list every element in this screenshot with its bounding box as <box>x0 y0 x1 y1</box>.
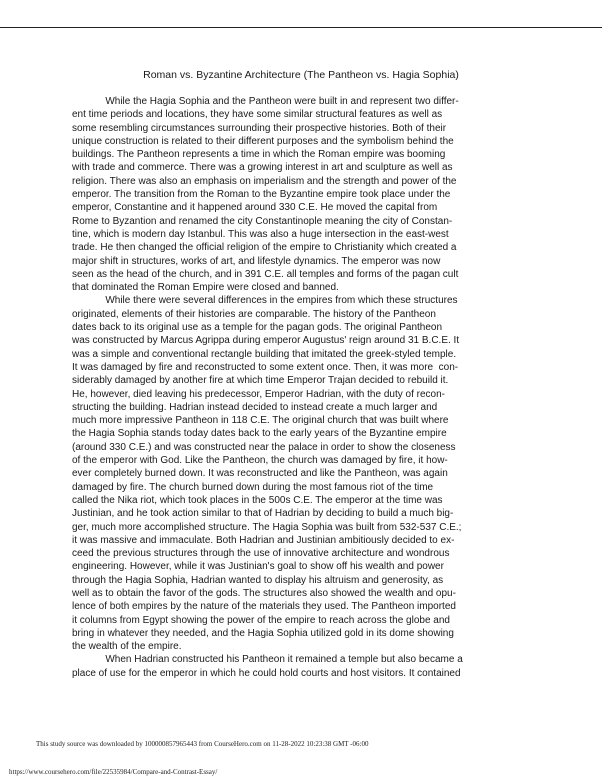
body-line: ger, much more accomplished structure. The Hagia Sophia was built from 532-537 C.E.; <box>72 521 462 533</box>
body-line: structing the building. Hadrian instead decided to instead create a much larger and <box>72 401 438 413</box>
body-line: of the emperor with God. Like the Pantheon, the church was damaged by fire, it how- <box>72 455 448 467</box>
body-line: some resembling circumstances surrounding their prospective histories. Both of their <box>72 122 447 134</box>
body-line: When Hadrian constructed his Pantheon it remained a temple but also became a <box>72 654 463 666</box>
body-line: the wealth of the empire. <box>72 641 182 653</box>
document-title: Roman vs. Byzantine Architecture (The Pantheon vs. Hagia Sophia) <box>143 69 459 81</box>
body-line: (around 330 C.E.) and was constructed near the palace in order to show the closeness <box>72 441 456 453</box>
body-line: engineering. However, while it was Justinian's goal to show off his wealth and power <box>72 561 444 573</box>
body-line: It was damaged by fire and reconstructed to some extent once. Then, it was more con- <box>72 361 459 373</box>
body-line: with trade and commerce. There was a growing interest in art and sculpture as well as <box>72 162 453 174</box>
body-line: the Hagia Sophia stands today dates back to the early years of the Byzantine empire <box>72 428 447 440</box>
body-line: through the Hagia Sophia, Hadrian wanted to display his altruism and generosity, as <box>72 574 444 586</box>
body-line: was a simple and conventional rectangle building that imitated the greek-styled temple. <box>72 348 457 360</box>
body-line: Justinian, and he took action similar to that of Hadrian by deciding to build a much big- <box>72 508 454 520</box>
body-line: seen as the head of the church, and in 391 C.E. all temples and forms of the pagan cult <box>72 268 459 280</box>
body-line: dates back to its original use as a temple for the pagan gods. The original Pantheon <box>72 322 443 334</box>
body-line: major shift in structures, works of art, and lifestyle dynamics. The emperor was now <box>72 255 441 267</box>
body-line: He, however, died leaving his predecessor, Emperor Hadrian, with the duty of recon- <box>72 388 445 400</box>
body-line: trade. He then changed the official religion of the empire to Christianity which created a <box>72 242 457 254</box>
body-line: ceed the previous structures through the use of innovative architecture and wondrous <box>72 548 450 560</box>
body-line: buildings. The Pantheon represents a time in which the Roman empire was booming <box>72 149 446 161</box>
source-url[interactable]: https://www.coursehero.com/file/22535984/Compare-and-Contrast-Essay/ <box>9 768 218 776</box>
download-notice: This study source was downloaded by 100000857965443 from CourseHero.com on 11-28-2022 10:23:38 GMT -06:00 <box>36 740 369 748</box>
body-line: it columns from Egypt showing the power of the empire to reach across the globe and <box>72 614 450 626</box>
body-line: originated, elements of their histories are comparable. The history of the Pantheon <box>72 308 436 320</box>
body-line: well as to obtain the favor of the gods. The structures also showed the wealth and opu- <box>72 587 456 599</box>
body-line: lence of both empires by the nature of the materials they used. The Pantheon imported <box>72 601 456 613</box>
body-line: much more impressive Pantheon in 118 C.E. The original church that was built where <box>72 415 449 427</box>
body-line: place of use for the emperor in which he could hold courts and host visitors. It contained <box>72 667 461 679</box>
body-line: it was massive and immaculate. Both Hadrian and Justinian ambitiously decided to ex- <box>72 534 455 546</box>
body-line: ent time periods and locations, they have some similar structural features as well as <box>72 109 443 121</box>
body-line: bring in whatever they needed, and the Hagia Sophia utilized gold in its dome showing <box>72 627 454 639</box>
body-line: was constructed by Marcus Agrippa during emperor Augustus' reign around 31 B.C.E. It <box>72 335 460 347</box>
body-line: that dominated the Roman Empire were closed and banned. <box>72 282 339 294</box>
body-line: religion. There was also an emphasis on imperialism and the strength and power of the <box>72 175 457 187</box>
body-line: emperor. The transition from the Roman to the Byzantine empire took place under the <box>72 189 451 201</box>
body-line: Rome to Byzantion and renamed the city Constantinople meaning the city of Constan- <box>72 215 453 227</box>
body-line: While the Hagia Sophia and the Pantheon were built in and represent two differ- <box>72 96 459 107</box>
essay-body <box>72 95 532 680</box>
body-line: While there were several differences in the empires from which these structures <box>72 295 458 307</box>
body-line: damaged by fire. The church burned down during the most famous riot of the time <box>72 481 434 493</box>
body-line: tine, which is modern day Istanbul. This was also a huge intersection in the east-west <box>72 228 449 240</box>
body-line: ever completely burned down. It was reconstructed and like the Pantheon, was again <box>72 468 448 480</box>
body-line: siderably damaged by another fire at which time Emperor Trajan decided to rebuild it. <box>72 375 449 387</box>
body-line: called the Nika riot, which took places in the 500s C.E. The emperor at the time was <box>72 494 443 506</box>
body-line: emperor, Constantine and it happened around 330 C.E. He moved the capital from <box>72 202 438 214</box>
header-rule <box>0 27 602 28</box>
body-line: unique construction is related to their different purposes and the symbolism behind the <box>72 135 454 147</box>
